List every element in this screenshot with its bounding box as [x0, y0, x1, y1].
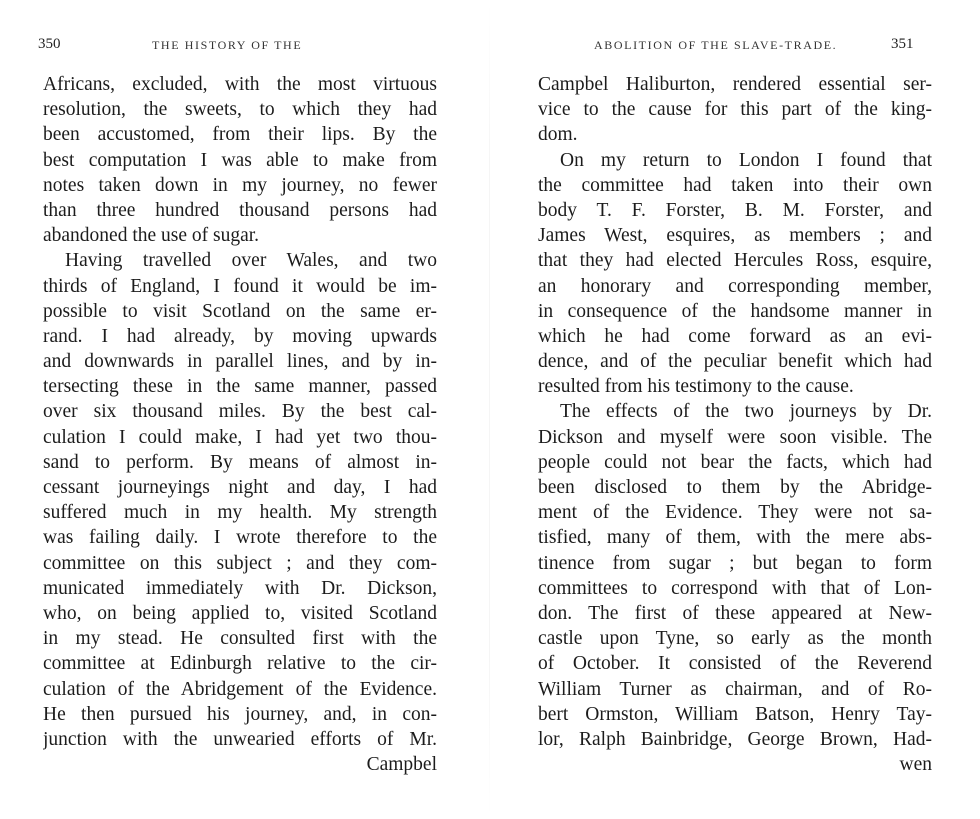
text-line: Campbel	[366, 754, 437, 776]
text-line: been disclosed to them by the Abridge-	[538, 477, 932, 498]
text-line: resulted from his testimony to the cause.	[538, 376, 854, 398]
text-line: rand. I had already, by moving upwards	[43, 325, 437, 347]
text-line: wen	[899, 754, 932, 776]
text-line: culation of the Abridgement of the Evidence.	[43, 678, 437, 700]
text-line: sand to perform. By means of almost in-	[43, 451, 437, 473]
left-body-text	[43, 72, 437, 777]
text-line: castle upon Tyne, so early as the month	[538, 628, 932, 650]
left-page-number: 350	[38, 36, 61, 52]
text-line: committee on this subject ; and they com-	[43, 552, 437, 574]
text-line: suffered much in my health. My strength	[43, 502, 437, 524]
right-running-head: ABOLITION OF THE SLAVE-TRADE.	[594, 38, 838, 52]
text-line: dence, and of the peculiar benefit which had	[538, 351, 932, 373]
text-line: tisfied, many of them, with the mere abs-	[538, 527, 932, 549]
text-line: ment of the Evidence. They were not sa-	[538, 502, 932, 524]
text-line: tinence from sugar ; but began to form	[538, 552, 932, 574]
text-line: bert Ormston, William Batson, Henry Tay-	[538, 703, 932, 725]
text-line: Having travelled over Wales, and two	[65, 250, 437, 272]
text-line: committees to correspond with that of Lon-	[538, 577, 932, 599]
text-line: in my stead. He consulted first with the	[43, 628, 437, 650]
text-line: best computation I was able to make from	[43, 149, 437, 171]
text-line: culation I could make, I had yet two thou-	[43, 426, 437, 448]
text-line: that they had elected Hercules Ross, esquire,	[538, 250, 932, 272]
text-line: the committee had taken into their own	[538, 174, 932, 196]
text-line: James West, esquires, as members ; and	[538, 225, 932, 247]
left-running-head: THE HISTORY OF THE	[152, 38, 303, 52]
right-page	[490, 0, 980, 819]
text-line: abandoned the use of sugar.	[43, 225, 260, 247]
text-line: in consequence of the handsome manner in	[538, 300, 932, 322]
text-line: On my return to London I found that	[560, 149, 932, 171]
text-line: He then pursued his journey, and, in con-	[43, 703, 437, 725]
right-body-text	[538, 72, 932, 777]
text-line: over six thousand miles. By the best cal-	[43, 401, 437, 423]
text-line: The effects of the two journeys by Dr.	[560, 401, 932, 423]
text-line: been accustomed, from their lips. By the	[43, 124, 437, 146]
text-line: than three hundred thousand persons had	[43, 199, 437, 221]
text-line: dom.	[538, 124, 578, 146]
text-line: of October. It consisted of the Reverend	[538, 653, 932, 675]
text-line: Campbel Haliburton, rendered essential ser-	[538, 74, 932, 95]
text-line: possible to visit Scotland on the same er-	[43, 300, 437, 322]
text-line: William Turner as chairman, and of Ro-	[538, 678, 932, 700]
text-line: body T. F. Forster, B. M. Forster, and	[538, 199, 932, 221]
text-line: vice to the cause for this part of the king-	[538, 99, 932, 121]
text-line: tersecting these in the same manner, passed	[43, 376, 437, 398]
text-line: notes taken down in my journey, no fewer	[43, 174, 437, 196]
text-line: who, on being applied to, visited Scotland	[43, 602, 437, 624]
right-page-number: 351	[891, 36, 914, 52]
text-line: municated immediately with Dr. Dickson,	[43, 577, 437, 599]
text-line: Africans, excluded, with the most virtuous	[43, 74, 437, 95]
text-line: and downwards in parallel lines, and by in-	[43, 351, 437, 373]
text-line: cessant journeyings night and day, I had	[43, 477, 437, 498]
text-line: lor, Ralph Bainbridge, George Brown, Had-	[538, 728, 932, 750]
text-line: people could not bear the facts, which had	[538, 451, 932, 473]
text-line: was failing daily. I wrote therefore to the	[43, 527, 437, 549]
text-line: Dickson and myself were soon visible. The	[538, 426, 932, 448]
text-line: junction with the unwearied efforts of Mr.	[43, 728, 437, 750]
text-line: which he had come forward as an evi-	[538, 325, 932, 347]
text-line: an honorary and corresponding member,	[538, 275, 932, 297]
text-line: thirds of England, I found it would be im-	[43, 275, 437, 297]
text-line: committee at Edinburgh relative to the cir-	[43, 653, 437, 675]
text-line: don. The first of these appeared at New-	[538, 602, 932, 624]
text-line: resolution, the sweets, to which they had	[43, 99, 437, 121]
